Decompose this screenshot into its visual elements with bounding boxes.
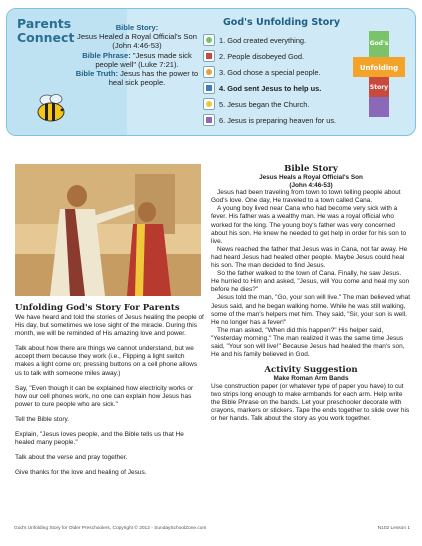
story-paragraph: So the father walked to the town of Cana. Finally, he saw Jesus. He hurried to Him and asked, "Jesus, will You come and heal my son before he dies?"	[211, 270, 410, 294]
parent-paragraph: Talk about how there are things we cannot understand, but we accept them because they work (i.e., Flipping a light switch makes a light come on; pressing buttons on a cell phone allows us to talk with someone miles away.)	[15, 345, 198, 377]
people-icon	[203, 66, 215, 78]
parent-guide-heading: Unfolding God's Story For Parents	[15, 303, 180, 313]
bible-phrase-text: "Jesus made sick people well" (Luke 7:21).	[95, 50, 192, 69]
activity-text: Use construction paper (or whatever type of paper you have) to cut two strips long enough to make armbands for each arm. Help write the Bible Phrase on the bands. Let your preschooler decorate with crayons, markers or stickers. Tape the ends together to slide over his or her hands. Talk about the story as you work together.	[211, 382, 410, 423]
bible-truth-text: Jesus has the power to heal sick people.	[108, 69, 199, 88]
section-title: Parents Connect	[17, 16, 75, 45]
copyright-text: God's Unfolding Story for Older Preschoolers, Copyright © 2012 - SundaySchoolZone.com	[14, 526, 207, 531]
bible-story-reference: (John 4:46-53)	[289, 181, 333, 189]
jesus-icon	[203, 82, 215, 94]
church-icon	[203, 98, 215, 110]
lesson-number: N102 Lesson 1	[377, 526, 410, 531]
bible-truth-label: Bible Truth:	[75, 69, 118, 79]
unfolding-item-label: 3. God chose a special people.	[219, 67, 321, 77]
unfolding-story-logo	[351, 29, 407, 119]
logo-word-gods: God's	[369, 40, 389, 47]
unfolding-item-label: 1. God created everything.	[219, 35, 307, 45]
story-paragraph: News reached the father that Jesus was in Cana, not far away. He had heard Jesus had healed other people. Maybe Jesus could heal his son. The man decided to find Jesus.	[211, 245, 408, 270]
story-paragraph: Jesus had been traveling from town to town telling people about God's love. One day, He traveled to a town called Cana.	[211, 189, 401, 205]
bible-story-heading: Bible Story	[284, 164, 338, 174]
bible-story-column	[211, 164, 411, 423]
header-panel	[6, 8, 416, 136]
story-illustration	[15, 164, 201, 296]
logo-word-unfolding: Unfolding	[359, 64, 399, 72]
unfolding-item-label: 5. Jesus began the Church.	[219, 99, 310, 109]
bible-story-label: Bible Story:	[115, 23, 159, 32]
story-paragraph: Jesus told the man, "Go, your son will live." The man believed what Jesus said, and he began walking home. While he was still walking, some of the man's helpers met him. They said, "Sir, your son is well. He no longer has a fever!"	[211, 294, 411, 326]
activity-heading: Activity Suggestion	[264, 365, 358, 376]
parent-paragraph: Say, "Even though it can be explained how electricity works or how our cell phones work, no one can explain how Jesus has power to cure people who are sick."	[15, 384, 194, 408]
bible-phrase-label: Bible Phrase:	[82, 50, 131, 60]
parent-guide	[15, 303, 205, 484]
bee-icon	[33, 93, 71, 123]
heaven-icon	[203, 114, 215, 126]
page-footer	[14, 526, 410, 531]
unfolding-item-label: 6. Jesus is preparing heaven for us.	[219, 115, 337, 125]
unfolding-story-title: God's Unfolding Story	[223, 17, 341, 28]
activity-subtitle: Make Roman Arm Bands	[273, 375, 349, 383]
parent-paragraph: We have heard and told the stories of Jesus healing the people of His day, but sometimes we lose sight of the miracle. During this month, we will be reminded of His amazing love and power.	[15, 314, 204, 338]
creation-icon	[203, 34, 215, 46]
parent-paragraph: Explain, "Jesus loves people, and the Bible tells us that He healed many people."	[15, 431, 184, 447]
story-paragraph: The man asked, "When did this happen?" His helper said, "Yesterday morning." The man realized it was the same time Jesus said, "Your son will live!" Because Jesus had healed the man's son, He and his family believed in God.	[211, 326, 405, 359]
parent-paragraph: Tell the Bible story.	[15, 415, 70, 423]
parent-paragraph: Talk about the verse and pray together.	[15, 454, 128, 462]
logo-word-story: Story	[369, 84, 389, 91]
bible-story-text: Jesus Healed a Royal Official's Son (John 4:46-53)	[77, 32, 197, 51]
bible-story-subtitle: Jesus Heals a Royal Official's Son	[259, 174, 363, 181]
unfolding-item-label: 4. God sent Jesus to help us.	[219, 83, 322, 93]
unfolding-item-label: 2. People disobeyed God.	[219, 51, 305, 61]
parent-paragraph: Give thanks for the love and healing of Jesus.	[15, 469, 147, 477]
story-paragraph: A young boy lived near Cana who had become very sick with a fever. His father was a wealthy man. He was a royal official who worked for the king. The young boy's father was very concerned about his son. He knew he needed to get help in order for his son to live.	[211, 205, 407, 245]
fall-icon	[203, 50, 215, 62]
bible-summary	[73, 23, 201, 87]
